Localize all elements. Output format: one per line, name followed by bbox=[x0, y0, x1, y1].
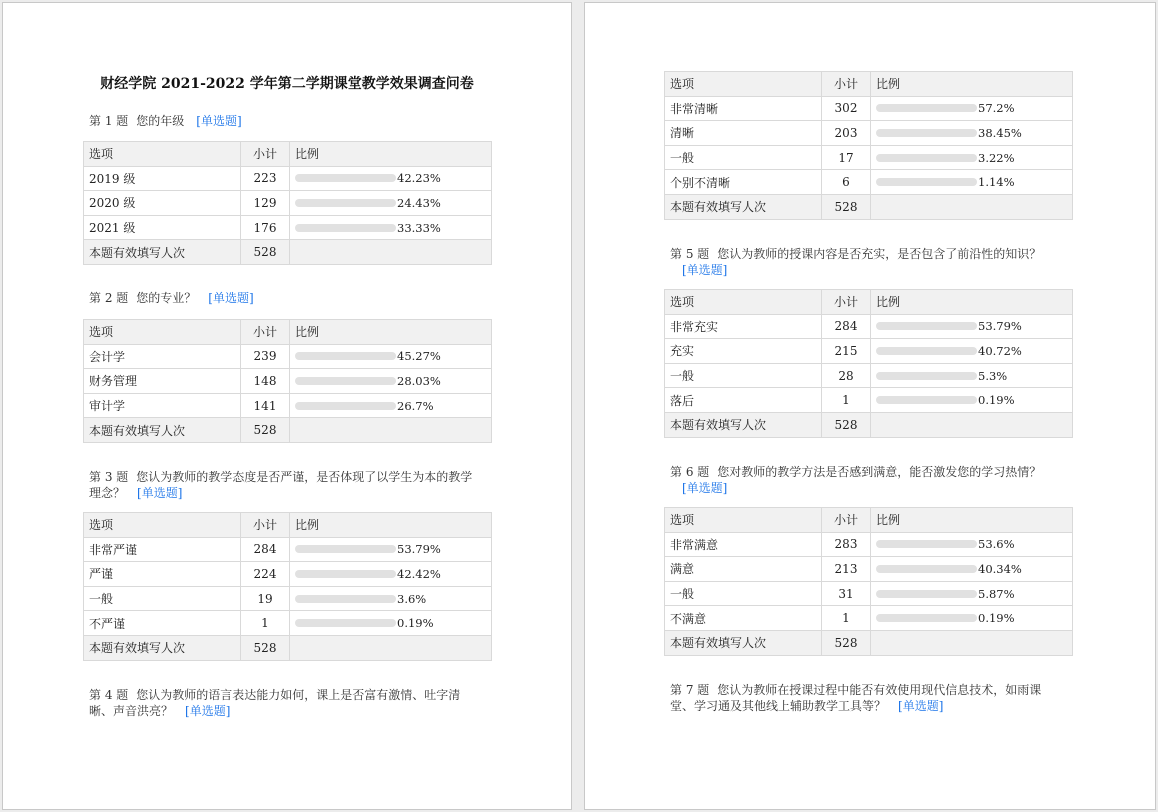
table-row bbox=[665, 557, 1073, 582]
table-row bbox=[665, 121, 1073, 146]
total-row bbox=[665, 194, 1073, 219]
ratio-percent: 1.14% bbox=[978, 175, 1015, 190]
option-count: 1 bbox=[241, 611, 290, 636]
header-count: 小计 bbox=[822, 72, 871, 97]
question-type-link[interactable]: [单选题] bbox=[898, 699, 944, 713]
option-label: 满意 bbox=[665, 557, 822, 582]
question-type-link[interactable]: [单选题] bbox=[185, 704, 231, 718]
table-row bbox=[84, 191, 492, 216]
ratio-percent: 57.2% bbox=[978, 101, 1015, 116]
total-count: 528 bbox=[822, 630, 871, 655]
table-header-row bbox=[665, 290, 1073, 315]
table-row bbox=[665, 314, 1073, 339]
total-row bbox=[84, 635, 492, 660]
ratio-bar bbox=[295, 352, 396, 360]
ratio-bar bbox=[876, 565, 977, 573]
question-1 bbox=[89, 113, 484, 129]
stats-table-q5 bbox=[664, 289, 1073, 438]
ratio-bar bbox=[295, 199, 396, 207]
ratio-bar bbox=[876, 129, 977, 137]
option-label: 非常满意 bbox=[665, 532, 822, 557]
option-label: 充实 bbox=[665, 339, 822, 364]
table-row bbox=[665, 96, 1073, 121]
ratio-percent: 0.19% bbox=[978, 611, 1015, 626]
option-label: 不满意 bbox=[665, 606, 822, 631]
option-count: 223 bbox=[241, 166, 290, 191]
total-label: 本题有效填写人次 bbox=[665, 412, 822, 437]
option-count: 203 bbox=[822, 121, 871, 146]
table-row bbox=[84, 586, 492, 611]
option-label: 严谨 bbox=[84, 562, 241, 587]
header-ratio: 比例 bbox=[290, 320, 492, 345]
header-ratio: 比例 bbox=[290, 513, 492, 538]
header-option: 选项 bbox=[84, 142, 241, 167]
ratio-bar bbox=[876, 396, 977, 404]
table-header-row bbox=[665, 72, 1073, 97]
ratio-bar bbox=[876, 322, 977, 330]
table-row bbox=[665, 532, 1073, 557]
survey-title: 财经学院 2021-2022 学年第二学期课堂教学效果调查问卷 bbox=[100, 76, 474, 92]
ratio-percent: 45.27% bbox=[397, 349, 441, 364]
table-header-row bbox=[84, 142, 492, 167]
ratio-percent: 40.34% bbox=[978, 561, 1022, 576]
ratio-percent: 3.6% bbox=[397, 591, 427, 606]
header-ratio: 比例 bbox=[871, 72, 1073, 97]
table-row bbox=[84, 611, 492, 636]
ratio-bar bbox=[295, 174, 396, 182]
ratio-percent: 40.72% bbox=[978, 343, 1022, 358]
option-count: 31 bbox=[822, 581, 871, 606]
option-label: 2021 级 bbox=[84, 215, 241, 240]
option-label: 财务管理 bbox=[84, 369, 241, 394]
ratio-percent: 3.22% bbox=[978, 150, 1015, 165]
stats-table-q2 bbox=[83, 319, 492, 443]
ratio-percent: 53.6% bbox=[978, 537, 1015, 552]
ratio-bar bbox=[876, 154, 977, 162]
ratio-bar bbox=[295, 224, 396, 232]
header-count: 小计 bbox=[241, 513, 290, 538]
option-count: 1 bbox=[822, 388, 871, 413]
question-text: 您的专业？ bbox=[136, 291, 197, 305]
option-count: 284 bbox=[241, 537, 290, 562]
ratio-percent: 38.45% bbox=[978, 125, 1022, 140]
option-count: 239 bbox=[241, 344, 290, 369]
header-ratio: 比例 bbox=[871, 508, 1073, 533]
ratio-bar bbox=[295, 570, 396, 578]
option-label: 不严谨 bbox=[84, 611, 241, 636]
page-right bbox=[584, 2, 1156, 810]
question-number: 第 6 题 bbox=[670, 465, 710, 479]
ratio-bar bbox=[295, 619, 396, 627]
table-row bbox=[665, 388, 1073, 413]
total-row bbox=[665, 630, 1073, 655]
option-label: 个别不清晰 bbox=[665, 170, 822, 195]
table-row bbox=[665, 581, 1073, 606]
stats-table-q6 bbox=[664, 507, 1073, 656]
question-text: 您认为教师的授课内容是否充实，是否包含了前沿性的知识？ bbox=[717, 247, 1042, 261]
ratio-percent: 24.43% bbox=[397, 195, 441, 210]
stats-table-q4 bbox=[664, 71, 1073, 220]
option-label: 一般 bbox=[665, 581, 822, 606]
header-option: 选项 bbox=[665, 72, 822, 97]
option-count: 283 bbox=[822, 532, 871, 557]
header-count: 小计 bbox=[822, 508, 871, 533]
option-label: 2019 级 bbox=[84, 166, 241, 191]
option-label: 非常充实 bbox=[665, 314, 822, 339]
question-text: 您对教师的教学方法是否感到满意，能否激发您的学习热情？ bbox=[717, 465, 1042, 479]
ratio-bar bbox=[876, 104, 977, 112]
table-row bbox=[84, 166, 492, 191]
ratio-percent: 42.42% bbox=[397, 566, 441, 581]
question-type-link[interactable]: [单选题] bbox=[137, 486, 183, 500]
option-count: 19 bbox=[241, 586, 290, 611]
ratio-percent: 26.7% bbox=[397, 398, 434, 413]
header-option: 选项 bbox=[665, 290, 822, 315]
option-label: 审计学 bbox=[84, 393, 241, 418]
total-label: 本题有效填写人次 bbox=[665, 194, 822, 219]
question-7 bbox=[670, 682, 1065, 714]
ratio-bar bbox=[876, 614, 977, 622]
page-left bbox=[2, 2, 572, 810]
ratio-bar bbox=[876, 372, 977, 380]
option-count: 302 bbox=[822, 96, 871, 121]
option-count: 17 bbox=[822, 145, 871, 170]
header-option: 选项 bbox=[84, 513, 241, 538]
total-label: 本题有效填写人次 bbox=[84, 240, 241, 265]
option-count: 129 bbox=[241, 191, 290, 216]
ratio-percent: 5.87% bbox=[978, 586, 1015, 601]
ratio-bar bbox=[295, 377, 396, 385]
ratio-bar bbox=[876, 347, 977, 355]
question-5 bbox=[670, 246, 1065, 278]
question-type-link[interactable]: [单选题] bbox=[682, 481, 728, 495]
table-row bbox=[84, 393, 492, 418]
question-text: 您认为教师的教学态度是否严谨，是否体现了以学生为本的教学理念？ bbox=[89, 470, 473, 500]
header-ratio: 比例 bbox=[871, 290, 1073, 315]
question-type-link[interactable]: [单选题] bbox=[196, 114, 242, 128]
option-label: 落后 bbox=[665, 388, 822, 413]
ratio-percent: 0.19% bbox=[397, 616, 434, 631]
header-ratio: 比例 bbox=[290, 142, 492, 167]
table-row bbox=[84, 562, 492, 587]
table-row bbox=[665, 606, 1073, 631]
ratio-percent: 28.03% bbox=[397, 373, 441, 388]
option-count: 284 bbox=[822, 314, 871, 339]
question-4 bbox=[89, 687, 484, 719]
ratio-bar bbox=[295, 595, 396, 603]
total-count: 528 bbox=[241, 635, 290, 660]
ratio-percent: 5.3% bbox=[978, 368, 1008, 383]
question-text: 您认为教师的语言表达能力如何，课上是否富有激情、吐字清晰、声音洪亮？ bbox=[89, 688, 461, 718]
option-count: 213 bbox=[822, 557, 871, 582]
option-count: 215 bbox=[822, 339, 871, 364]
total-count: 528 bbox=[822, 412, 871, 437]
header-option: 选项 bbox=[84, 320, 241, 345]
ratio-percent: 53.79% bbox=[397, 542, 441, 557]
total-label: 本题有效填写人次 bbox=[84, 418, 241, 443]
option-count: 1 bbox=[822, 606, 871, 631]
option-count: 6 bbox=[822, 170, 871, 195]
question-number: 第 1 题 bbox=[89, 114, 129, 128]
option-label: 一般 bbox=[84, 586, 241, 611]
question-number: 第 5 题 bbox=[670, 247, 710, 261]
option-count: 176 bbox=[241, 215, 290, 240]
question-text: 您认为教师在授课过程中能否有效使用现代信息技术，如雨课堂、学习通及其他线上辅助教学工具等？ bbox=[670, 683, 1042, 713]
total-count: 528 bbox=[241, 418, 290, 443]
ratio-percent: 42.23% bbox=[397, 171, 441, 186]
total-row bbox=[84, 418, 492, 443]
question-number: 第 4 题 bbox=[89, 688, 129, 702]
option-label: 会计学 bbox=[84, 344, 241, 369]
table-row bbox=[84, 537, 492, 562]
total-label: 本题有效填写人次 bbox=[665, 630, 822, 655]
question-6 bbox=[670, 464, 1065, 496]
option-label: 清晰 bbox=[665, 121, 822, 146]
table-row bbox=[665, 145, 1073, 170]
table-row bbox=[84, 369, 492, 394]
option-label: 2020 级 bbox=[84, 191, 241, 216]
option-label: 非常清晰 bbox=[665, 96, 822, 121]
header-count: 小计 bbox=[822, 290, 871, 315]
question-number: 第 7 题 bbox=[670, 683, 710, 697]
header-option: 选项 bbox=[665, 508, 822, 533]
question-3 bbox=[89, 469, 484, 501]
question-2 bbox=[89, 290, 484, 306]
ratio-percent: 33.33% bbox=[397, 220, 441, 235]
table-header-row bbox=[84, 513, 492, 538]
question-number: 第 2 题 bbox=[89, 291, 129, 305]
total-count: 528 bbox=[822, 194, 871, 219]
ratio-percent: 0.19% bbox=[978, 393, 1015, 408]
question-type-link[interactable]: [单选题] bbox=[682, 263, 728, 277]
table-header-row bbox=[84, 320, 492, 345]
question-type-link[interactable]: [单选题] bbox=[208, 291, 254, 305]
table-row bbox=[665, 363, 1073, 388]
ratio-bar bbox=[876, 178, 977, 186]
stats-table-q3 bbox=[83, 512, 492, 661]
total-row bbox=[665, 412, 1073, 437]
question-text: 您的年级 bbox=[136, 114, 185, 128]
option-count: 141 bbox=[241, 393, 290, 418]
option-label: 一般 bbox=[665, 363, 822, 388]
header-count: 小计 bbox=[241, 142, 290, 167]
option-count: 28 bbox=[822, 363, 871, 388]
table-row bbox=[665, 339, 1073, 364]
option-label: 非常严谨 bbox=[84, 537, 241, 562]
ratio-bar bbox=[876, 590, 977, 598]
total-label: 本题有效填写人次 bbox=[84, 635, 241, 660]
ratio-bar bbox=[295, 545, 396, 553]
table-header-row bbox=[665, 508, 1073, 533]
total-row bbox=[84, 240, 492, 265]
table-row bbox=[84, 344, 492, 369]
header-count: 小计 bbox=[241, 320, 290, 345]
question-number: 第 3 题 bbox=[89, 470, 129, 484]
option-count: 148 bbox=[241, 369, 290, 394]
ratio-bar bbox=[295, 402, 396, 410]
table-row bbox=[665, 170, 1073, 195]
option-label: 一般 bbox=[665, 145, 822, 170]
stats-table-q1 bbox=[83, 141, 492, 265]
total-count: 528 bbox=[241, 240, 290, 265]
table-row bbox=[84, 215, 492, 240]
ratio-bar bbox=[876, 540, 977, 548]
option-count: 224 bbox=[241, 562, 290, 587]
ratio-percent: 53.79% bbox=[978, 319, 1022, 334]
